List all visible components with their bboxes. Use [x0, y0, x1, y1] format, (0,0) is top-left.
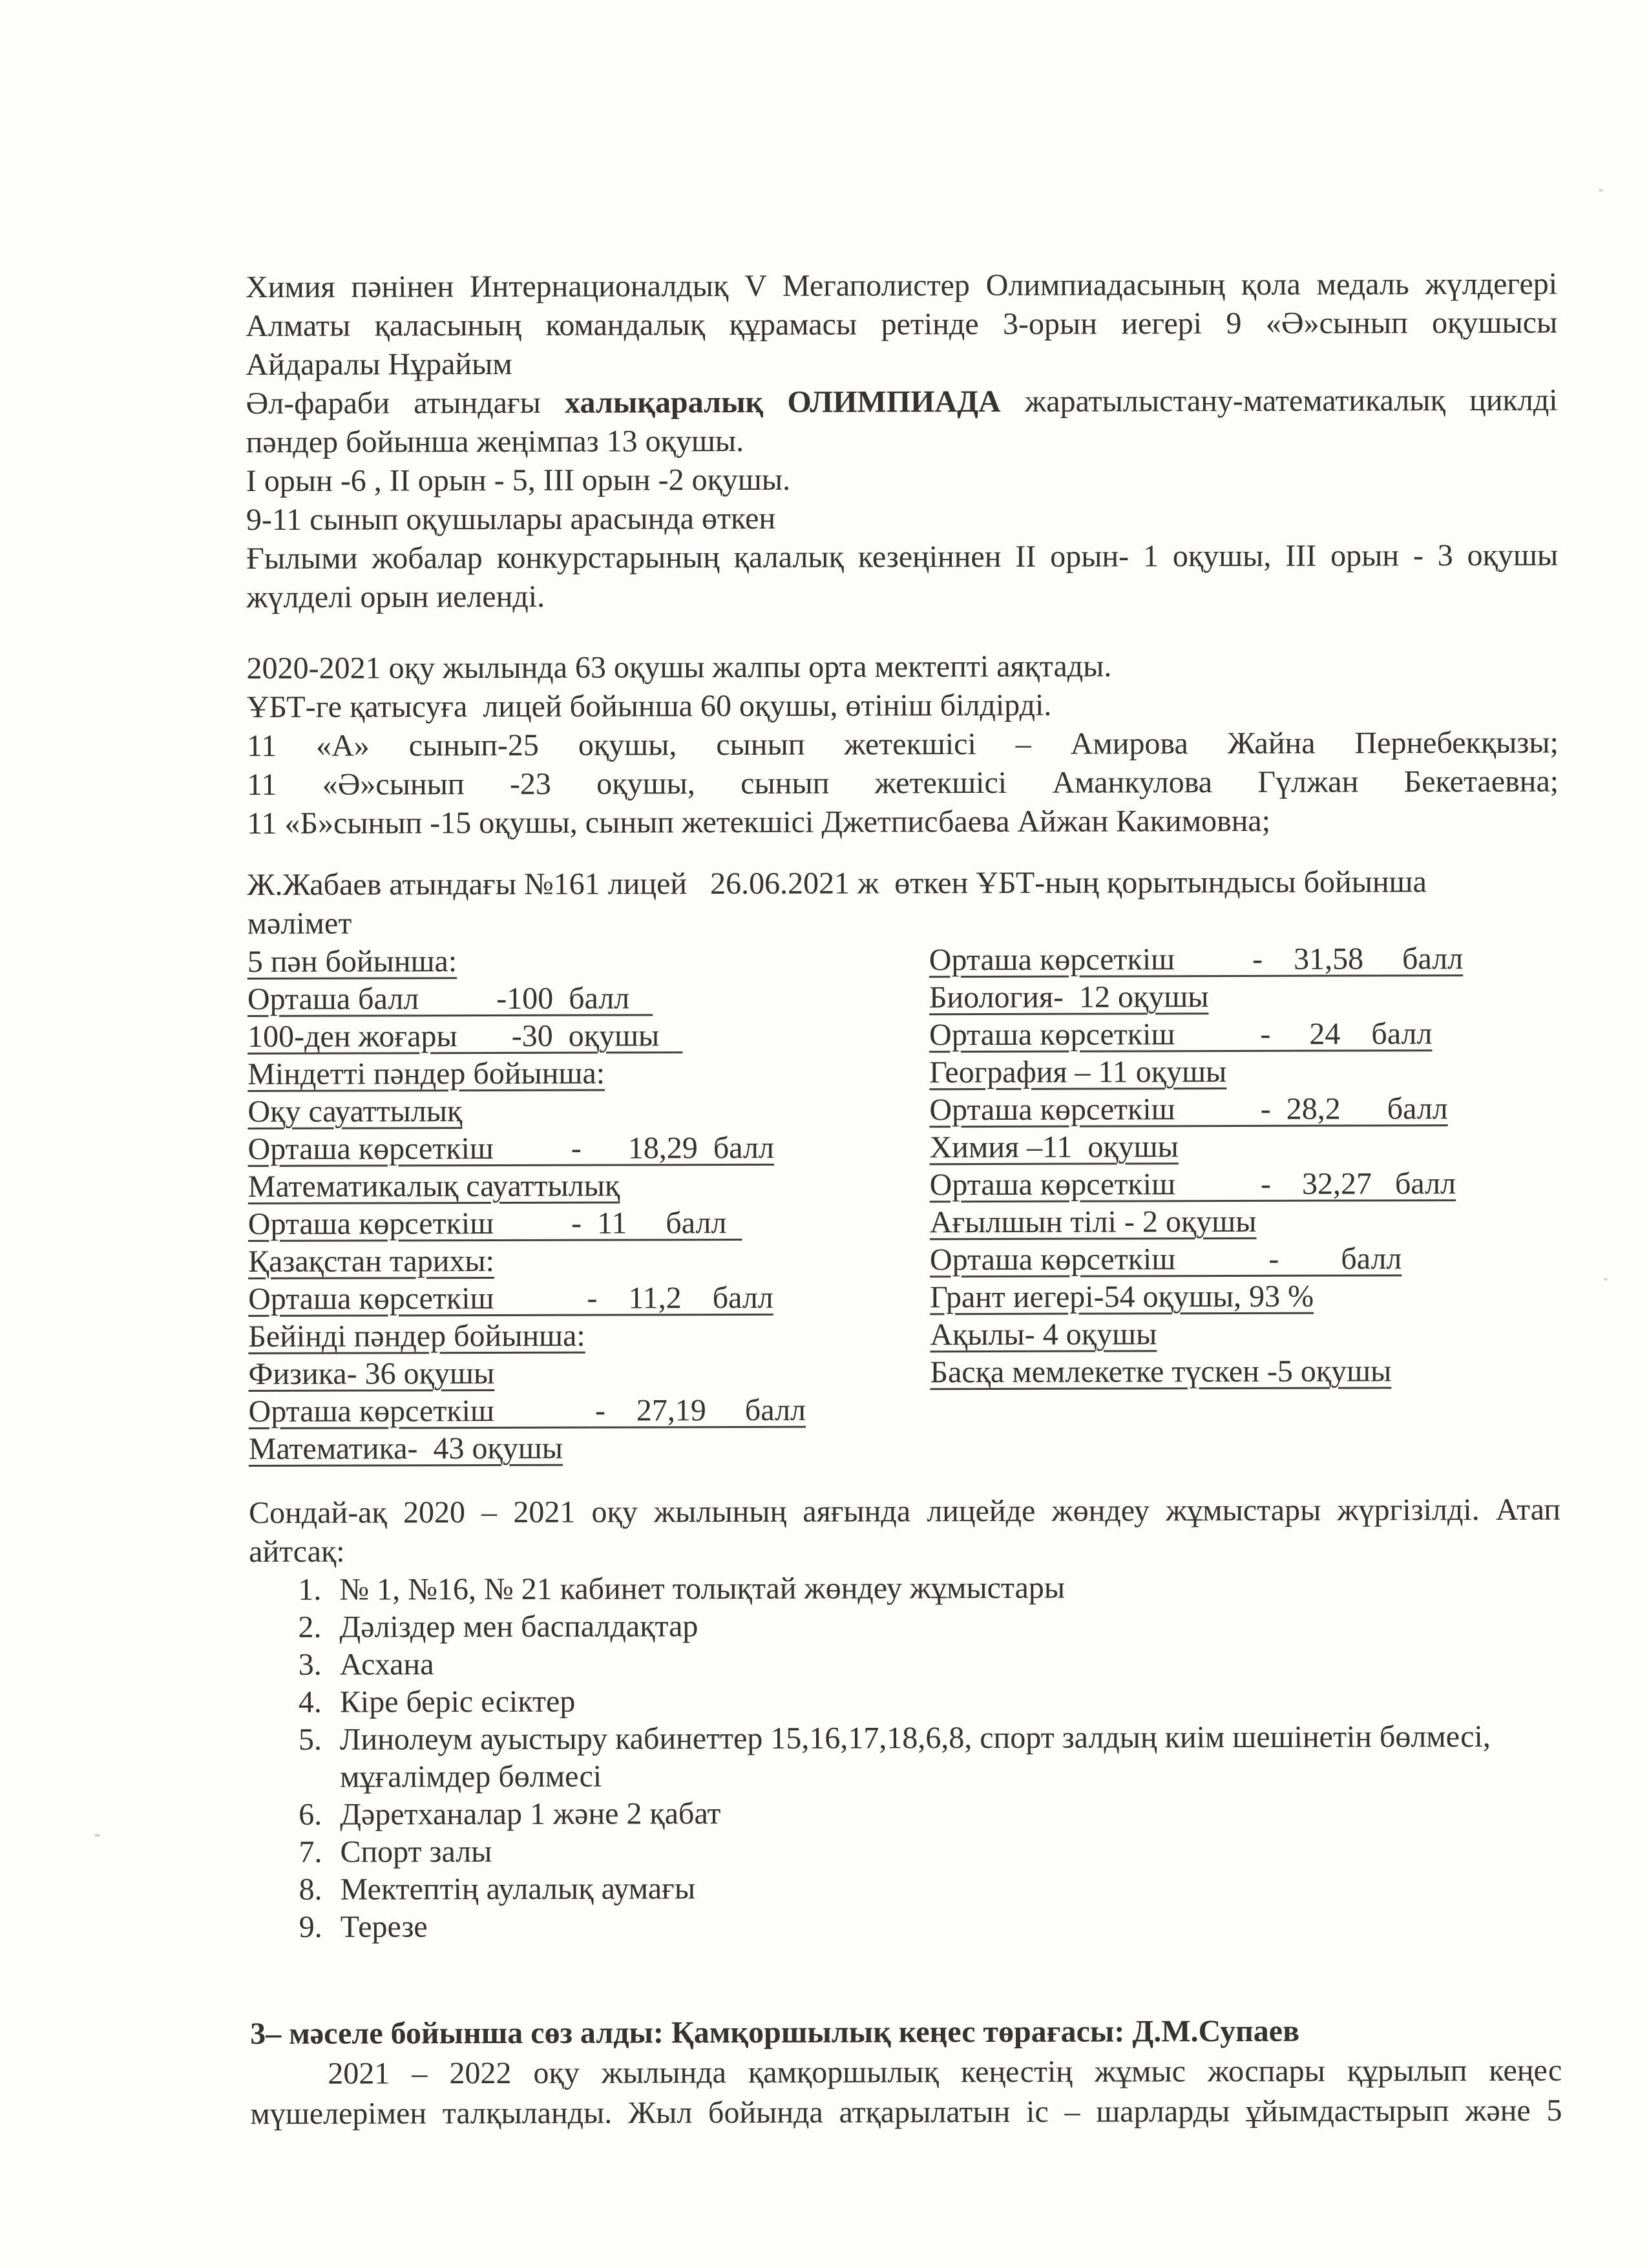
ubt-right-row: Орташа көрсеткіш - 32,27 балл: [929, 1166, 1456, 1202]
list-item-number: 5.: [298, 1722, 322, 1757]
repair-list-item: [249, 1568, 1560, 1609]
intro-line-4: [246, 381, 1557, 423]
olympiad-bold-text: халықаралық ОЛИМПИАДА: [565, 384, 1001, 420]
ubt-left-row: Міндетті пәндер бойынша:: [247, 1056, 605, 1091]
ubt-left-row: Орташа көрсеткіш - 11,2 балл: [248, 1280, 773, 1316]
intro-line-6: I орын -6 , II орын - 5, III орын -2 оқушы.: [246, 462, 791, 498]
scan-speck: [94, 1834, 100, 1837]
intro-line-1: Химия пәнінен Интернационалдық V Мегаполистер Олимпиадасының қола медаль жүлдегері: [246, 266, 1558, 304]
scan-speck: [1599, 189, 1603, 192]
document-content: [246, 265, 1562, 2134]
ubt-right-row: Орташа көрсеткіш - балл: [929, 1241, 1402, 1277]
intro-line-2: Алматы қаласының командалық құрамасы ретінде 3-орын иегері 9 «Ә»сынып оқушысы: [246, 305, 1558, 343]
intro-line-4-suffix: жаратылыстану-математикалық циклді: [1000, 383, 1558, 419]
repair-list-item: [249, 1606, 1560, 1646]
section-repairs: [249, 1491, 1562, 1946]
agenda-paragraph-line-1: 2021 – 2022 оқу жылында қамқоршылық кеңестің жұмыс жоспары құрылып кеңес: [328, 2053, 1562, 2091]
list-item-text: Терезе: [340, 1909, 428, 1944]
intro-line-5: пәндер бойынша жеңімпаз 13 оқушы.: [246, 423, 744, 459]
ubt-left-row: Математика- 43 оқушы: [248, 1431, 563, 1466]
repair-list-item: [249, 1831, 1561, 1871]
list-item-text: № 1, №16, № 21 кабинет толықтай жөндеу жұмыстары: [339, 1570, 1066, 1607]
ubt-right-row: Грант иегері-54 оқушы, 93 %: [930, 1279, 1314, 1315]
ubt-right-row: География – 11 оқушы: [929, 1055, 1227, 1090]
ubt-right-row: Химия –11 оқушы: [929, 1129, 1179, 1165]
ubt-left-row: Орташа балл -100 балл: [247, 981, 653, 1016]
section-olympiad: [246, 265, 1558, 617]
ubt-left-row: Физика- 36 оқушы: [248, 1356, 495, 1391]
repair-list-item: [249, 1868, 1561, 1909]
graduation-line-1: 2020-2021 оқу жылында 63 оқушы жалпы орта мектепті аяқтады.: [246, 649, 1112, 686]
repair-list-item: [250, 1906, 1562, 1946]
ubt-left-row: Математикалық сауаттылық: [247, 1168, 620, 1204]
ubt-header-line-2: мәлімет: [247, 906, 352, 941]
list-item-number: 3.: [298, 1647, 322, 1682]
graduation-line-2: ҰБТ-ге қатысуға лицей бойынша 60 оқушы, өтініш білдірді.: [246, 688, 1052, 724]
ubt-right-column: [929, 940, 1560, 1392]
ubt-left-row: Орташа көрсеткіш - 18,29 балл: [247, 1130, 774, 1166]
section-ubt-header: [247, 863, 1559, 943]
list-item-number: 4.: [298, 1685, 322, 1719]
list-item-text: Кіре беріс есіктер: [339, 1684, 576, 1719]
list-item-number: 8.: [299, 1872, 322, 1907]
ubt-left-column: [247, 941, 930, 1468]
graduation-line-3: 11 «А» сынып-25 оқушы, сынып жетекшісі – Амирова Жайна Пернебекқызы;: [246, 725, 1559, 763]
intro-line-7: 9-11 сынып оқушылары арасында өткен: [246, 501, 776, 537]
ubt-left-row: Қазақстан тарихы:: [247, 1243, 494, 1279]
graduation-line-4: 11 «Ә»сынып -23 оқушы, сынып жетекшісі Аманкулова Гүлжан Бекетаевна;: [247, 764, 1559, 802]
ubt-right-row: Ағылшын тілі - 2 оқушы: [929, 1204, 1257, 1240]
list-item-text: Линолеум ауыстыру кабинеттер 15,16,17,18,6,8, спорт залдың киім шешінетін бөлмесі, мұғалімдер бөлмесі: [339, 1719, 1491, 1794]
scan-speck: [1604, 1278, 1608, 1281]
repairs-intro-line-2: айтсақ:: [249, 1534, 345, 1569]
repair-list-item: [249, 1718, 1561, 1796]
ubt-left-row: 100-ден жоғары -30 оқушы: [247, 1018, 683, 1054]
ubt-right-row: Биология- 12 оқушы: [929, 980, 1209, 1015]
section-graduation: [247, 646, 1559, 843]
list-item-number: 2.: [298, 1610, 322, 1644]
ubt-header-line-1: Ж.Жабаев атындағы №161 лицей 26.06.2021 ж өткен ҰБТ-ның қорытындысы бойынша: [247, 865, 1427, 902]
ubt-results-table: [247, 940, 1560, 1468]
intro-line-3: Айдаралы Нұрайым: [246, 346, 512, 382]
ubt-right-row: Орташа көрсеткіш - 28,2 балл: [929, 1091, 1448, 1128]
ubt-right-row: Орташа көрсеткіш - 24 балл: [929, 1016, 1433, 1053]
repair-list: [249, 1568, 1562, 1946]
list-item-text: Дәліздер мен баспалдақтар: [339, 1609, 698, 1644]
repair-list-item: [249, 1643, 1561, 1684]
list-item-number: 9.: [299, 1909, 322, 1944]
intro-line-8: Ғылыми жобалар конкурстарының қалалық кезеңіннен II орын- 1 оқушы, III орын - 3 оқушы: [246, 538, 1559, 576]
list-item-number: 7.: [299, 1834, 322, 1869]
repair-list-item: [249, 1681, 1561, 1721]
list-item-number: 1.: [298, 1572, 322, 1607]
list-item-text: Мектептің аулалық аумағы: [340, 1871, 696, 1907]
section-agenda-3: [250, 2011, 1562, 2134]
ubt-left-row: Орташа көрсеткіш - 11 балл: [247, 1205, 742, 1241]
list-item-text: Асхана: [339, 1647, 434, 1682]
graduation-line-5: 11 «Б»сынып -15 оқушы, сынып жетекшісі Джетписбаева Айжан Какимовна;: [247, 803, 1271, 841]
intro-line-4-prefix: Әл-фараби атындағы: [246, 385, 565, 421]
ubt-left-row: 5 пән бойынша:: [247, 944, 457, 979]
repair-list-item: [249, 1793, 1561, 1834]
ubt-right-row: Басқа мемлекетке түскен -5 оқушы: [930, 1354, 1392, 1390]
ubt-right-row: Ақылы- 4 оқушы: [930, 1317, 1157, 1352]
intro-line-9: жүлделі орын иеленді.: [246, 579, 545, 614]
ubt-right-row: Орташа көрсеткіш - 31,58 балл: [929, 941, 1464, 978]
list-item-number: 6.: [299, 1797, 322, 1832]
list-item-text: Спорт залы: [340, 1834, 492, 1869]
agenda-paragraph-line-2: мүшелерімен талқыланды. Жыл бойында атқарылатын іс – шарларды ұйымдастырып және 5: [250, 2093, 1562, 2131]
ubt-left-row: Оқу сауаттылық: [247, 1094, 463, 1129]
ubt-left-row: Орташа көрсеткіш - 27,19 балл: [248, 1392, 806, 1429]
repairs-intro-line-1: Сондай-ақ 2020 – 2021 оқу жылының аяғында лицейде жөндеу жұмыстары жүргізілді. Атап: [248, 1492, 1561, 1530]
ubt-left-row: Бейінді пәндер бойынша:: [248, 1318, 585, 1354]
agenda-heading: 3– мәселе бойынша сөз алды: Қамқоршылық кеңес төрағасы: Д.М.Супаев: [250, 2013, 1300, 2051]
list-item-text: Дәретханалар 1 және 2 қабат: [340, 1796, 721, 1832]
